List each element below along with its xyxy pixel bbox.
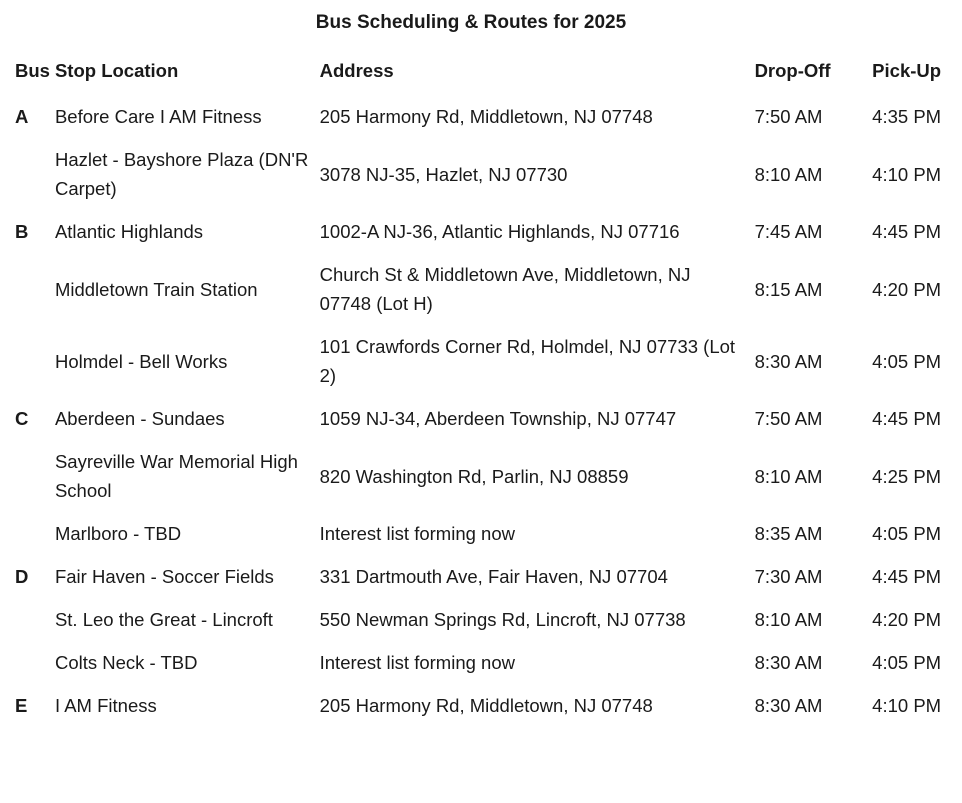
drop-off-cell: 8:10 AM	[754, 163, 823, 185]
address-cell: Church St & Middletown Ave, Middletown, NJ 07748 (Lot H)	[319, 264, 691, 314]
stop-location-cell: I AM Fitness	[54, 695, 157, 716]
pick-up-cell: 4:10 PM	[872, 695, 942, 716]
drop-off-cell: 8:10 AM	[754, 465, 823, 487]
table-row	[6, 684, 962, 727]
pick-up-cell: 4:45 PM	[872, 221, 942, 242]
bus-route-cell	[6, 641, 55, 684]
pick-up-cell: 4:25 PM	[872, 465, 942, 487]
table-row	[6, 253, 962, 325]
bus-route-cell: A	[15, 106, 29, 127]
address-cell: 3078 NJ-35, Hazlet, NJ 07730	[319, 163, 568, 185]
bus-route-cell	[6, 512, 55, 555]
bus-route-cell	[6, 253, 55, 325]
table-row	[6, 598, 962, 641]
address-cell: Interest list forming now	[319, 652, 515, 673]
bus-route-cell	[6, 440, 55, 512]
header-drop-off: Drop-Off	[754, 60, 831, 81]
header-bus: Bus	[15, 60, 50, 81]
schedule-table	[6, 52, 962, 727]
table-header-row	[6, 52, 962, 95]
drop-off-cell: 7:50 AM	[754, 408, 823, 429]
address-cell: 1059 NJ-34, Aberdeen Township, NJ 07747	[319, 408, 677, 429]
bus-route-cell: D	[15, 566, 29, 587]
table-row	[6, 555, 962, 598]
pick-up-cell: 4:05 PM	[872, 523, 942, 544]
stop-location-cell: Sayreville War Memorial High School	[54, 451, 298, 501]
address-cell: 205 Harmony Rd, Middletown, NJ 07748	[319, 695, 653, 716]
drop-off-cell: 8:30 AM	[754, 695, 823, 716]
table-row	[6, 440, 962, 512]
page-title: Bus Scheduling & Routes for 2025	[315, 12, 627, 33]
table-row	[6, 512, 962, 555]
stop-location-cell: Middletown Train Station	[54, 278, 258, 300]
stop-location-cell: Fair Haven - Soccer Fields	[54, 566, 274, 587]
stop-location-cell: St. Leo the Great - Lincroft	[54, 609, 273, 630]
address-cell: Interest list forming now	[319, 523, 515, 544]
pick-up-cell: 4:20 PM	[872, 609, 942, 630]
stop-location-cell: Colts Neck - TBD	[54, 652, 198, 673]
table-row	[6, 325, 962, 397]
header-pick-up: Pick-Up	[872, 60, 942, 81]
address-cell: 101 Crawfords Corner Rd, Holmdel, NJ 07733 (Lot 2)	[319, 336, 736, 386]
drop-off-cell: 7:45 AM	[754, 221, 823, 242]
header-stop-location: Stop Location	[54, 60, 179, 81]
bus-route-cell: B	[15, 221, 29, 242]
drop-off-cell: 8:30 AM	[754, 350, 823, 372]
bus-route-cell: C	[15, 408, 29, 429]
pick-up-cell: 4:05 PM	[872, 652, 942, 673]
drop-off-cell: 7:50 AM	[754, 106, 823, 127]
table-row	[6, 210, 962, 253]
header-address: Address	[319, 60, 394, 81]
bus-route-cell	[6, 138, 55, 210]
address-cell: 820 Washington Rd, Parlin, NJ 08859	[319, 465, 629, 487]
drop-off-cell: 8:10 AM	[754, 609, 823, 630]
address-cell: 1002-A NJ-36, Atlantic Highlands, NJ 07716	[319, 221, 680, 242]
bus-route-cell: E	[15, 695, 28, 716]
drop-off-cell: 8:35 AM	[754, 523, 823, 544]
pick-up-cell: 4:20 PM	[872, 278, 942, 300]
stop-location-cell: Atlantic Highlands	[54, 221, 204, 242]
address-cell: 205 Harmony Rd, Middletown, NJ 07748	[319, 106, 653, 127]
pick-up-cell: 4:45 PM	[872, 566, 942, 587]
drop-off-cell: 8:15 AM	[754, 278, 823, 300]
stop-location-cell: Marlboro - TBD	[54, 523, 182, 544]
pick-up-cell: 4:10 PM	[872, 163, 942, 185]
drop-off-cell: 7:30 AM	[754, 566, 823, 587]
stop-location-cell: Hazlet - Bayshore Plaza (DN'R Carpet)	[54, 149, 309, 199]
table-row	[6, 138, 962, 210]
table-row	[6, 397, 962, 440]
address-cell: 550 Newman Springs Rd, Lincroft, NJ 07738	[319, 609, 686, 630]
drop-off-cell: 8:30 AM	[754, 652, 823, 673]
address-cell: 331 Dartmouth Ave, Fair Haven, NJ 07704	[319, 566, 668, 587]
stop-location-cell: Holmdel - Bell Works	[54, 350, 228, 372]
schedule-rows	[6, 95, 962, 727]
bus-route-cell	[6, 325, 55, 397]
pick-up-cell: 4:05 PM	[872, 350, 942, 372]
stop-location-cell: Aberdeen - Sundaes	[54, 408, 225, 429]
bus-route-cell	[6, 598, 55, 641]
table-row	[6, 641, 962, 684]
table-row	[6, 95, 962, 138]
pick-up-cell: 4:45 PM	[872, 408, 942, 429]
pick-up-cell: 4:35 PM	[872, 106, 942, 127]
stop-location-cell: Before Care I AM Fitness	[54, 106, 262, 127]
